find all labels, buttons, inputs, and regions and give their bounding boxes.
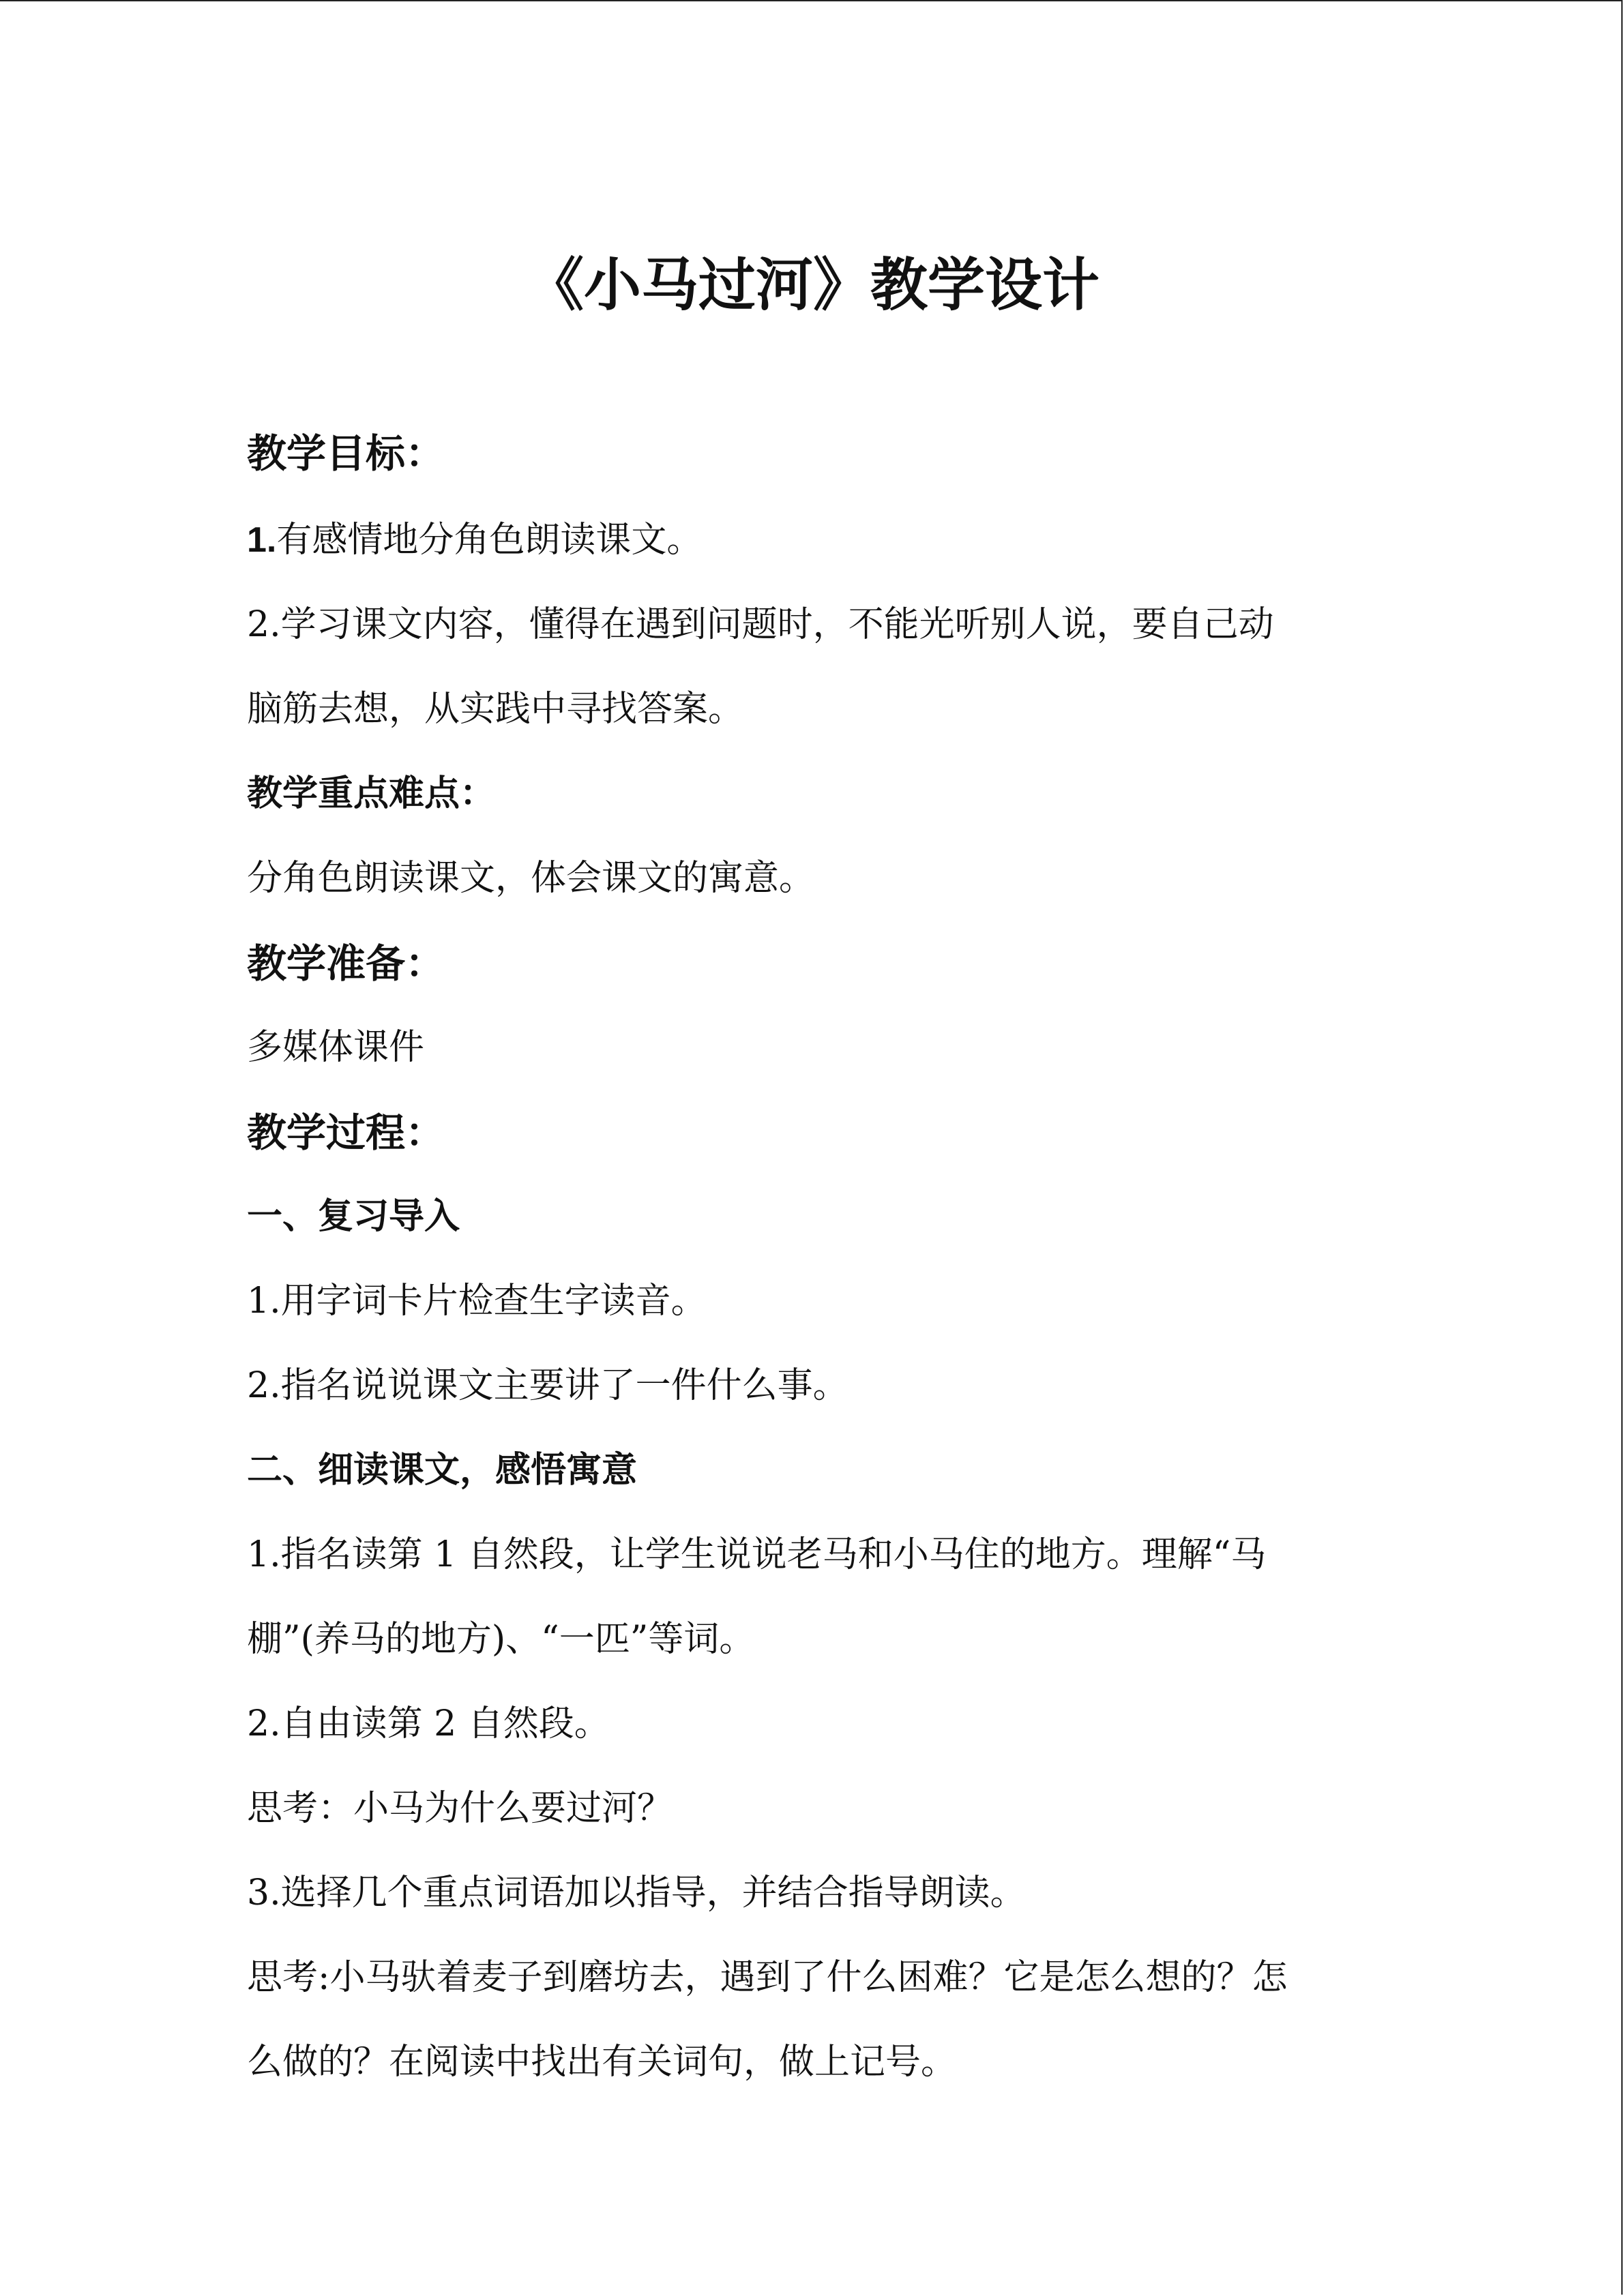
preparation-text: 多媒体课件: [247, 1027, 425, 1068]
goal-item-2-line-1: 2.学习课文内容，懂得在遇到问题时，不能光听别人说，要自己动: [247, 604, 1274, 645]
goal-item-1-number: 1.: [247, 520, 277, 560]
process-part-2-item-1-line-2: 棚”(养马的地方)、“一匹”等词。: [247, 1619, 755, 1660]
section-heading-key-points: 教学重点难点：: [247, 773, 496, 814]
section-heading-goals: 教学目标：: [247, 430, 445, 477]
process-part-2-think-1: 思考：小马为什么要过河？: [247, 1788, 673, 1829]
process-part-1-item-1: 1.用字词卡片检查生字读音。: [247, 1281, 707, 1322]
section-heading-preparation: 教学准备：: [247, 940, 445, 987]
process-part-2-think-2-line-1: 思考:小马驮着麦子到磨坊去，遇到了什么困难？它是怎么想的？怎: [247, 1957, 1288, 1998]
goal-item-1-text: 有感情地分角色朗读课文。: [276, 520, 703, 561]
process-part-2-heading: 二、细读课文，感悟寓意: [247, 1449, 638, 1491]
process-part-2-item-2: 2.自由读第 2 自然段。: [247, 1703, 610, 1744]
key-points-text: 分角色朗读课文，体会课文的寓意。: [247, 858, 815, 899]
section-heading-process: 教学过程：: [247, 1109, 445, 1156]
process-part-1-heading: 一、复习导入: [247, 1195, 460, 1237]
process-part-1-item-2: 2.指名说说课文主要讲了一件什么事。: [247, 1365, 848, 1406]
process-part-2-item-3: 3.选择几个重点词语加以指导，并结合指导朗读。: [247, 1873, 1026, 1913]
goal-item-2-line-2: 脑筋去想，从实践中寻找答案。: [247, 689, 744, 730]
process-part-2-item-1-line-1: 1.指名读第 1 自然段，让学生说说老马和小马住的地方。理解“马: [247, 1534, 1267, 1575]
process-part-2-think-2-line-2: 么做的？在阅读中找出有关词句，做上记号。: [247, 2042, 957, 2083]
goal-item-1: [247, 520, 703, 561]
document-title: 《小马过河》教学设计: [526, 251, 1099, 318]
